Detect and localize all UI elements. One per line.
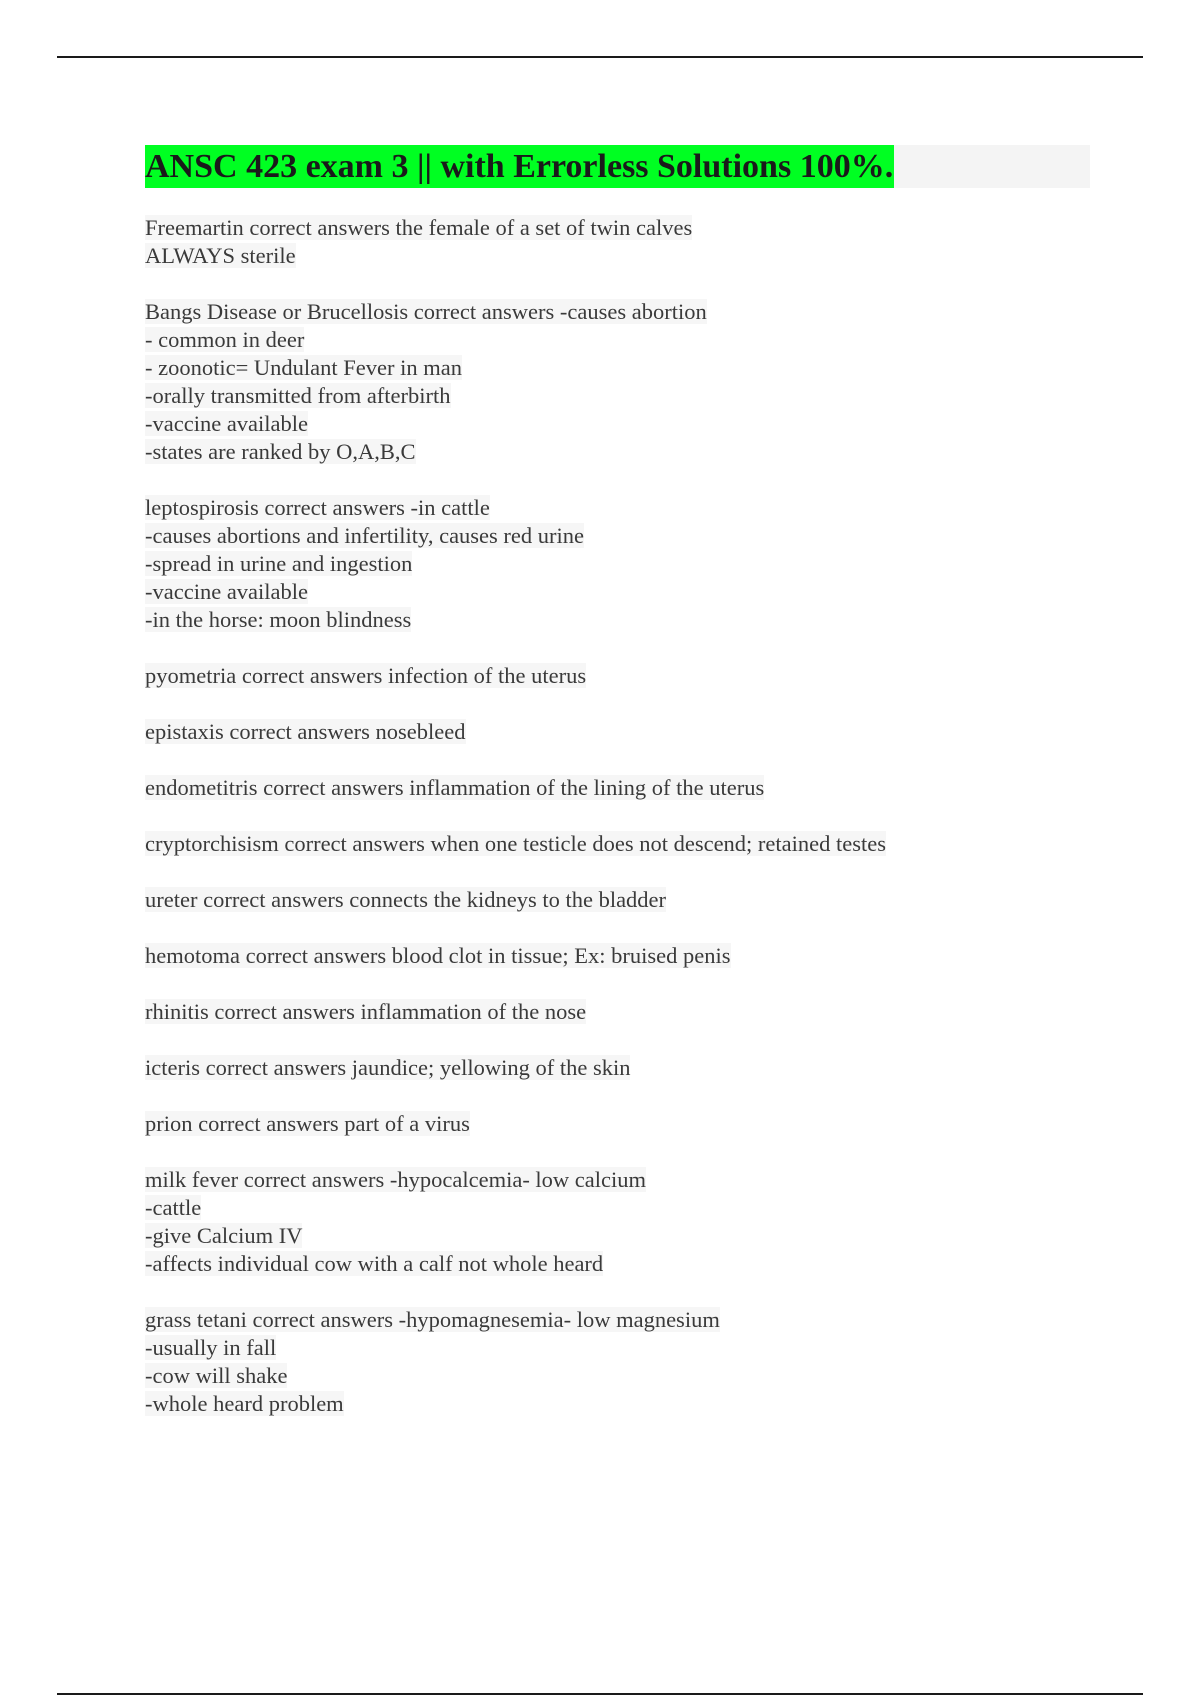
entry-endometitris	[145, 774, 1090, 802]
entry-cryptorchisism	[145, 830, 1090, 858]
entry-line: ureter correct answers connects the kidneys to the bladder	[145, 887, 667, 912]
entry-hemotoma	[145, 942, 1090, 970]
entry-line: icteris correct answers jaundice; yellowing of the skin	[145, 1055, 631, 1080]
entry-freemartin	[145, 214, 1090, 270]
entry-line: -causes abortions and infertility, causes red urine	[145, 523, 585, 548]
document-title: ANSC 423 exam 3 || with Errorless Solutions 100%.	[145, 145, 894, 188]
entry-line: hemotoma correct answers blood clot in tissue; Ex: bruised penis	[145, 943, 731, 968]
entry-prion	[145, 1110, 1090, 1138]
entry-line: -give Calcium IV	[145, 1223, 303, 1248]
entry-line: -spread in urine and ingestion	[145, 551, 413, 576]
entry-line: grass tetani correct answers -hypomagnesemia- low magnesium	[145, 1307, 720, 1332]
top-rule	[57, 56, 1143, 58]
entry-ureter	[145, 886, 1090, 914]
entry-line: rhinitis correct answers inflammation of the nose	[145, 999, 587, 1024]
entry-pyometria	[145, 662, 1090, 690]
document-body	[145, 145, 1090, 1446]
entry-line: epistaxis correct answers nosebleed	[145, 719, 466, 744]
entry-line: milk fever correct answers -hypocalcemia- low calcium	[145, 1167, 647, 1192]
entry-line: leptospirosis correct answers -in cattle	[145, 495, 490, 520]
entry-line: -affects individual cow with a calf not whole heard	[145, 1251, 604, 1276]
entry-grass-tetani	[145, 1306, 1090, 1418]
entry-line: -cattle	[145, 1195, 202, 1220]
entry-icteris	[145, 1054, 1090, 1082]
entry-milk-fever	[145, 1166, 1090, 1278]
entry-line: -in the horse: moon blindness	[145, 607, 412, 632]
entry-rhinitis	[145, 998, 1090, 1026]
bottom-rule	[57, 1693, 1143, 1695]
entry-line: ALWAYS sterile	[145, 243, 296, 268]
entry-line: cryptorchisism correct answers when one testicle does not descend; retained testes	[145, 831, 886, 856]
entry-line: Bangs Disease or Brucellosis correct answers -causes abortion	[145, 299, 707, 324]
entry-line: -vaccine available	[145, 411, 309, 436]
entry-leptospirosis	[145, 494, 1090, 634]
entry-line: -orally transmitted from afterbirth	[145, 383, 451, 408]
entry-line: -vaccine available	[145, 579, 309, 604]
entry-line: -cow will shake	[145, 1363, 288, 1388]
entry-epistaxis	[145, 718, 1090, 746]
entry-line: endometitris correct answers inflammation of the lining of the uterus	[145, 775, 765, 800]
entry-line: -states are ranked by O,A,B,C	[145, 439, 416, 464]
title-bar	[145, 145, 1090, 188]
entry-line: - zoonotic= Undulant Fever in man	[145, 355, 462, 380]
entry-brucellosis	[145, 298, 1090, 466]
entry-line: pyometria correct answers infection of the uterus	[145, 663, 587, 688]
entry-line: -whole heard problem	[145, 1391, 344, 1416]
entry-line: prion correct answers part of a virus	[145, 1111, 470, 1136]
entry-line: - common in deer	[145, 327, 305, 352]
entry-line: Freemartin correct answers the female of a set of twin calves	[145, 215, 693, 240]
entry-line: -usually in fall	[145, 1335, 277, 1360]
